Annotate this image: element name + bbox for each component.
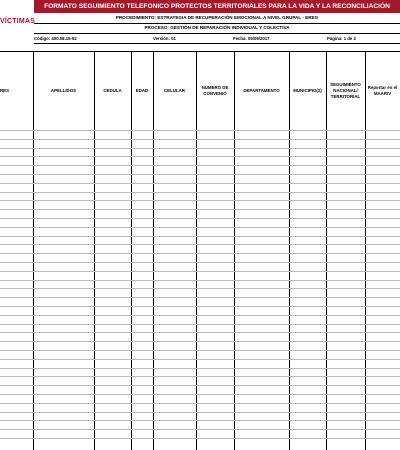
document-meta-row	[34, 34, 400, 44]
column-header-report: Reportar en el MAARIV	[367, 85, 398, 96]
column-header-id: CEDULA	[103, 88, 122, 93]
table-row	[0, 368, 400, 369]
column-header-surnames: APELLIDOS	[50, 88, 77, 93]
table-row	[0, 156, 400, 157]
process-label: PROCESO: GESTIÓN DE REPARACIÓN INDIVIDUAL Y COLECTIVA	[34, 23, 400, 34]
column-header-phone: CELULAR	[164, 88, 185, 93]
table-row	[0, 332, 400, 333]
table-row	[0, 359, 400, 360]
version-label: Versión: 01	[153, 36, 176, 41]
table-header	[0, 51, 400, 131]
table-body	[0, 130, 400, 450]
table-row	[0, 139, 400, 140]
table-row	[0, 227, 400, 228]
table-row	[0, 280, 400, 281]
table-row	[0, 174, 400, 175]
column-header-agreement: NUMERO DE CONVENIO	[201, 85, 229, 96]
table-row	[0, 376, 400, 377]
table-row	[0, 183, 400, 184]
table-row	[0, 271, 400, 272]
table-row	[0, 429, 400, 430]
code-label: Código: 400.08.15-92	[34, 36, 77, 41]
table-row	[0, 262, 400, 263]
table-row	[0, 244, 400, 245]
table-row	[0, 288, 400, 289]
logo-text: VÍCTIMAS	[0, 18, 36, 25]
column-header-age: EDAD	[135, 88, 149, 93]
table-row	[0, 385, 400, 386]
table-row	[0, 403, 400, 404]
page-label: Página: 1 de 2	[327, 36, 356, 41]
table-row	[0, 130, 400, 131]
table-row	[0, 253, 400, 254]
table-row	[0, 420, 400, 421]
table-row	[0, 165, 400, 166]
column-header-followup: SEGUIMIENTO NACIONAL/ TERRITORIAL	[330, 82, 361, 99]
column-header-names: RES	[0, 88, 10, 93]
table-row	[0, 315, 400, 316]
table-row	[0, 209, 400, 210]
table-row	[0, 306, 400, 307]
table-row	[0, 297, 400, 298]
table-row	[0, 324, 400, 325]
table-row	[0, 236, 400, 237]
table-row	[0, 218, 400, 219]
column-header-department: DEPARTAMENTO	[243, 88, 280, 93]
table-row	[0, 412, 400, 413]
table-row	[0, 438, 400, 439]
entity-logo	[0, 0, 34, 44]
table-row	[0, 341, 400, 342]
document-title: FORMATO SEGUIMIENTO TELEFONICO PROTECTOS TERRITORIALES PARA LA VIDA Y LA RECONCILIACIÓN	[34, 0, 400, 13]
table-row	[0, 200, 400, 201]
table-row	[0, 148, 400, 149]
procedure-label: PROCEDIMIENTO: ESTRATEGIA DE RECUPERACIÓN EMOCIONAL A NIVEL GRUPAL - EREG	[34, 13, 400, 24]
table-row	[0, 192, 400, 193]
table-row	[0, 394, 400, 395]
table-row	[0, 350, 400, 351]
column-header-municipality: MUNICIPIO(2)	[293, 88, 322, 93]
date-label: Fecha: 05/09/2017	[233, 36, 270, 41]
